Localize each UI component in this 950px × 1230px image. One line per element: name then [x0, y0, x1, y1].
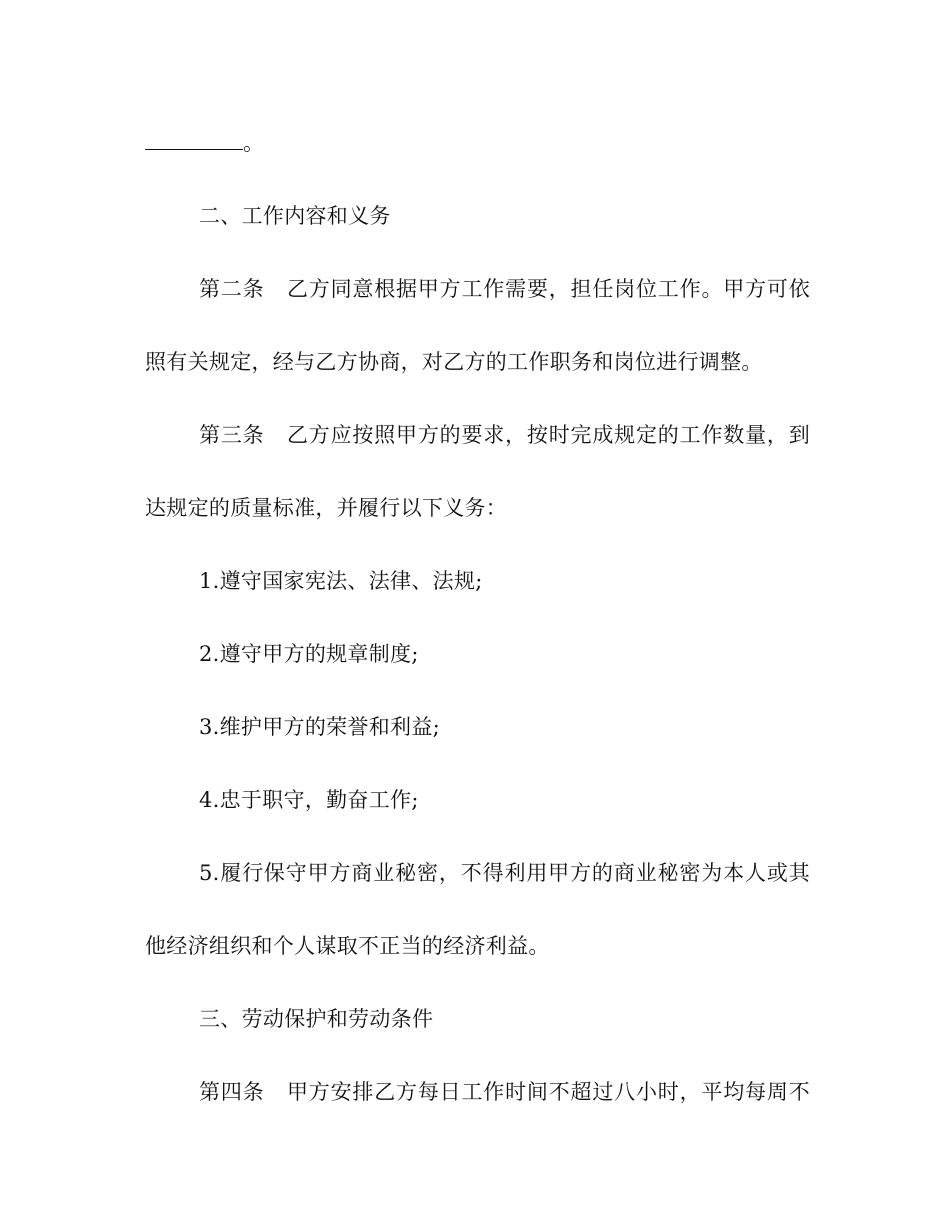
blank-fill-line [145, 128, 810, 158]
article-3-line-1 [199, 420, 810, 450]
article-3-line-2: 达规定的质量标准，并履行以下义务： [145, 496, 508, 520]
article-2-line-1 [199, 274, 810, 304]
article-text: 乙方同意根据甲方工作需要，担任岗位工作。甲方可依 [286, 277, 810, 301]
duty-item-3: 3.维护甲方的荣誉和利益; [199, 715, 441, 739]
article-text: 乙方应按照甲方的要求，按时完成规定的工作数量，到 [286, 423, 810, 447]
duty-item-2: 2.遵守甲方的规章制度; [199, 642, 419, 666]
article-2-line-2: 照有关规定，经与乙方协商，对乙方的工作职务和岗位进行调整。 [145, 350, 763, 374]
section-heading-3: 三、劳动保护和劳动条件 [199, 1007, 434, 1031]
article-4-line-1 [199, 1077, 810, 1107]
duty-item-1: 1.遵守国家宪法、法律、法规; [199, 569, 483, 593]
fill-in-blank [145, 131, 243, 150]
line-text: 。 [243, 131, 265, 155]
section-heading-2: 二、工作内容和义务 [199, 204, 391, 228]
duty-item-4: 4.忠于职守，勤奋工作; [199, 788, 419, 812]
article-text: 甲方安排乙方每日工作时间不超过八小时，平均每周不 [286, 1080, 810, 1104]
article-number: 第二条 [199, 277, 265, 301]
duty-item-5-line-1: 5.履行保守甲方商业秘密，不得利用甲方的商业秘密为本人或其 [199, 861, 810, 885]
article-number: 第四条 [199, 1080, 265, 1104]
article-number: 第三条 [199, 423, 265, 447]
duty-item-5-line-2: 他经济组织和个人谋取不正当的经济利益。 [145, 934, 550, 958]
